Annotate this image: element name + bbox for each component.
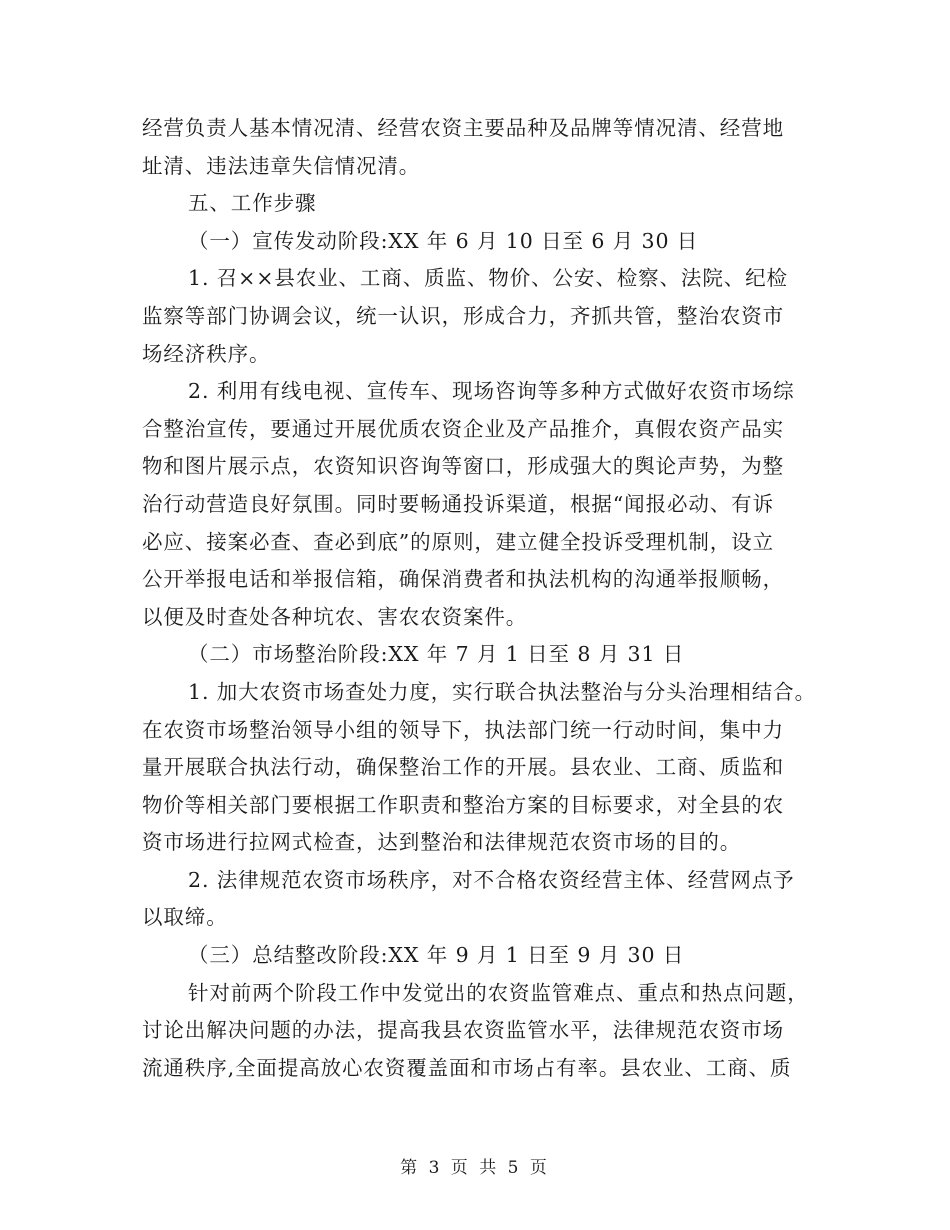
text-line: 针对前两个阶段工作中发觉出的农资监管难点、重点和热点问题， <box>188 980 809 1005</box>
text-line: 物价等相关部门要根据工作职责和整治方案的目标要求，对全县的农 <box>142 792 784 817</box>
text-line: 2. 利用有线电视、宣传车、现场咨询等多种方式做好农资市场综 <box>188 379 795 404</box>
text-line: 在农资市场整治领导小组的领导下，执法部门统一行动时间，集中力 <box>142 717 784 742</box>
text-line: （二）市场整治阶段:XX 年 7 月 1 日至 8 月 31 日 <box>188 642 685 667</box>
text-line: 以便及时查处各种坑农、害农农资案件。 <box>142 604 528 629</box>
text-line: 资市场进行拉网式检查，达到整治和法律规范农资市场的目的。 <box>142 830 742 855</box>
text-line: 2. 法律规范农资市场秩序，对不合格农资经营主体、经营网点予 <box>188 867 795 892</box>
text-line: 量开展联合执法行动，确保整治工作的开展。县农业、工商、质监和 <box>142 755 784 780</box>
text-line: 物和图片展示点，农资知识咨询等窗口，形成强大的舆论声势，为整 <box>142 454 784 479</box>
text-line: 经营负责人基本情况清、经营农资主要品种及品牌等情况清、经营地 <box>142 116 784 140</box>
text-line: 场经济秩序。 <box>142 341 271 366</box>
text-line: 流通秩序,全面提高放心农资覆盖面和市场占有率。县农业、工商、质 <box>142 1055 792 1080</box>
text-line: 必应、接案必查、查必到底”的原则，建立健全投诉受理机制，设立 <box>142 529 774 554</box>
text-line: 址清、违法违章失信情况清。 <box>142 153 421 178</box>
document-body <box>142 110 816 1087</box>
text-line: 讨论出解决问题的办法，提高我县农资监管水平，法律规范农资市场 <box>142 1018 784 1043</box>
text-line: 1. 召××县农业、工商、质监、物价、公安、检察、法院、纪检 <box>188 266 788 291</box>
page-footer: 第 3 页 共 5 页 <box>400 1158 550 1178</box>
text-line: 1. 加大农资市场查处力度，实行联合执法整治与分头治理相结合。 <box>188 679 816 704</box>
text-line: 公开举报电话和举报信箱，确保消费者和执法机构的沟通举报顺畅， <box>142 567 784 592</box>
text-line: 治行动营造良好氛围。同时要畅通投诉渠道，根据“闻报必动、有诉 <box>142 491 774 516</box>
text-line: （一）宣传发动阶段:XX 年 6 月 10 日至 6 月 30 日 <box>188 228 699 253</box>
text-line: 监察等部门协调会议，统一认识，形成合力，齐抓共管，整治农资市 <box>142 303 784 328</box>
text-line: 合整治宣传，要通过开展优质农资企业及产品推介，真假农资产品实 <box>142 416 784 441</box>
text-line: 五、工作步骤 <box>188 191 317 216</box>
text-line: （三）总结整改阶段:XX 年 9 月 1 日至 9 月 30 日 <box>188 943 685 968</box>
text-line: 以取缔。 <box>142 905 228 930</box>
